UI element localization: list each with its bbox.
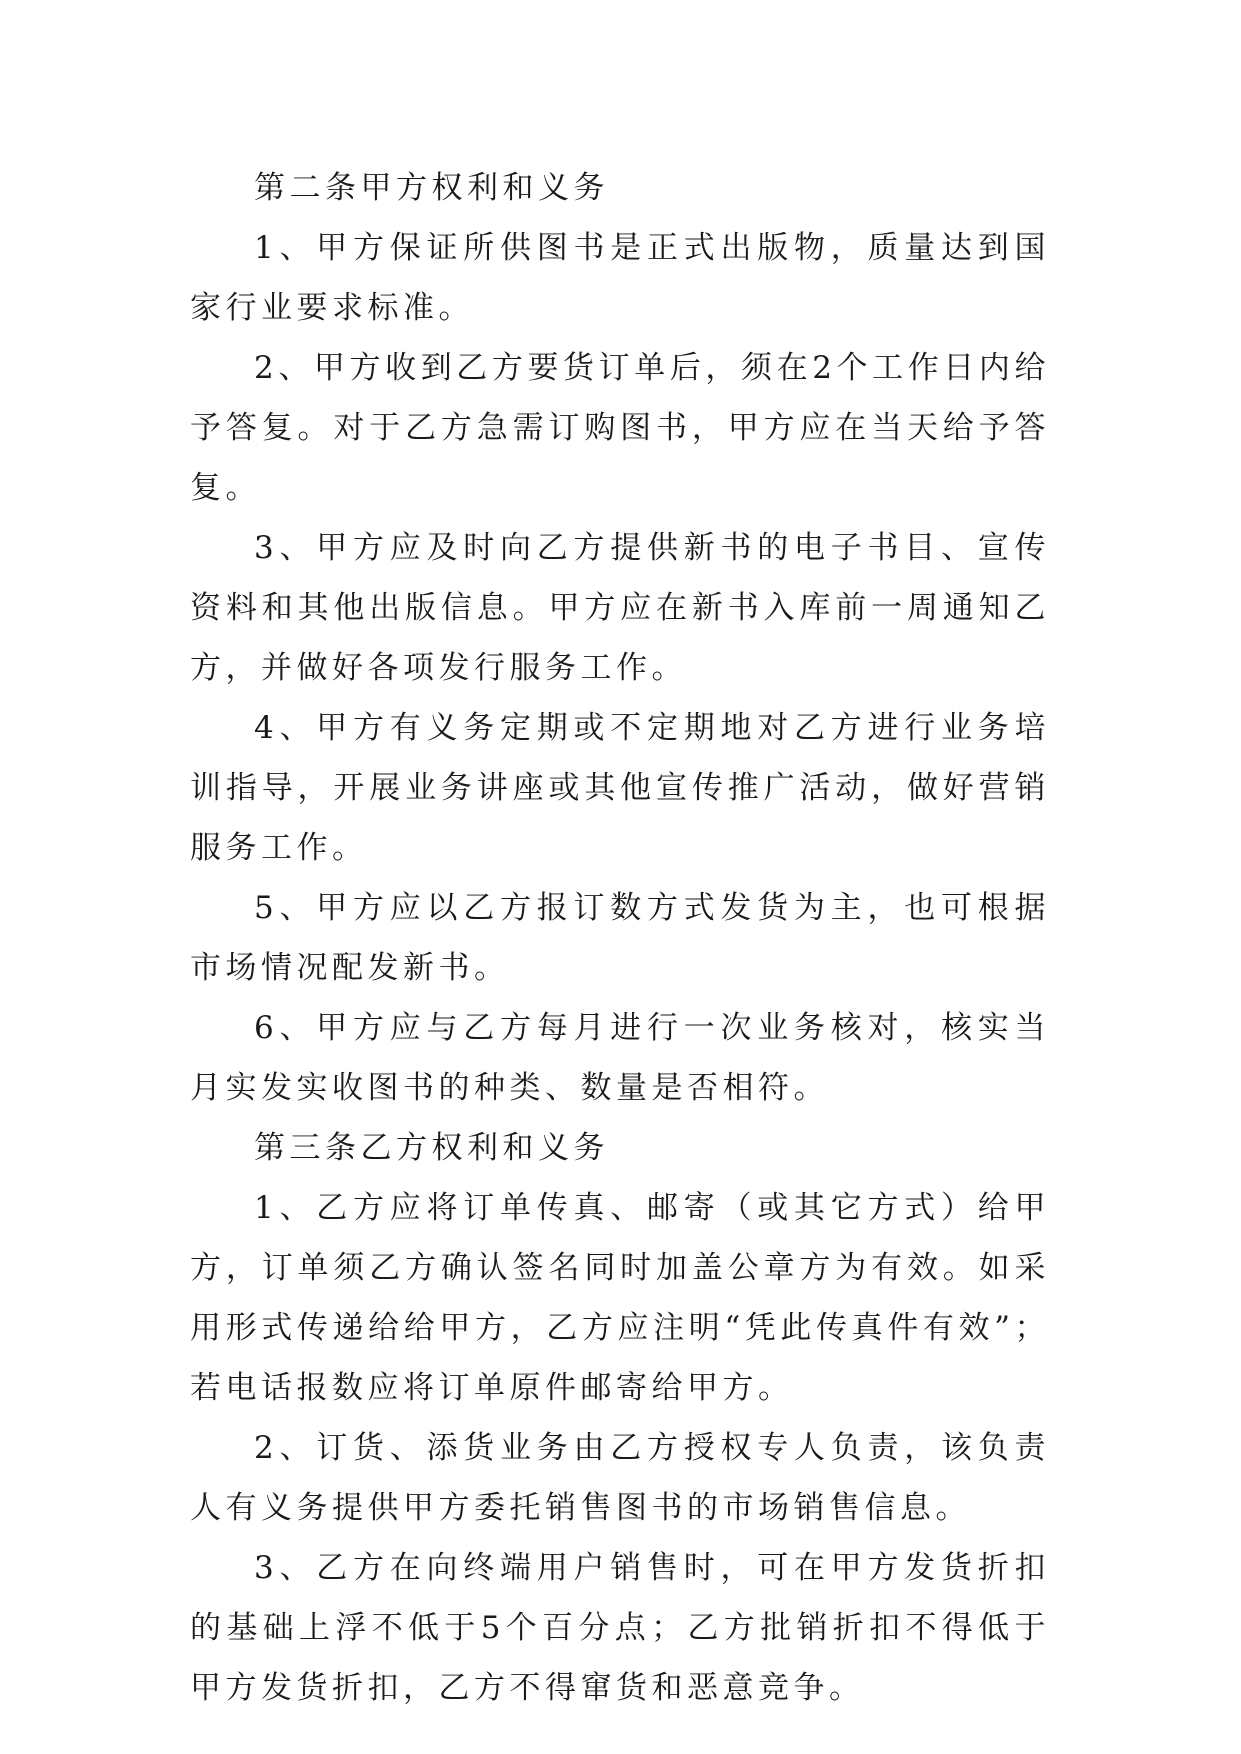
paragraph-a-2: 2、甲方收到乙方要货订单后，须在2个工作日内给予答复。对于乙方急需订购图书，甲方应在当天给予答复。 xyxy=(190,350,1050,506)
paragraph-b-2: 2、订货、添货业务由乙方授权专人负责，该负责人有义务提供甲方委托销售图书的市场销售信息。 xyxy=(190,1430,1050,1526)
paragraph-a-6: 6、甲方应与乙方每月进行一次业务核对，核实当月实发实收图书的种类、数量是否相符。 xyxy=(190,1010,1050,1106)
paragraph-a-1: 1、甲方保证所供图书是正式出版物，质量达到国家行业要求标准。 xyxy=(190,230,1050,326)
section-heading-party-b: 第三条乙方权利和义务 xyxy=(254,1130,609,1166)
paragraph-a-3: 3、甲方应及时向乙方提供新书的电子书目、宣传资料和其他出版信息。甲方应在新书入库前一周通知乙方，并做好各项发行服务工作。 xyxy=(190,530,1050,686)
paragraph-b-3: 3、乙方在向终端用户销售时，可在甲方发货折扣的基础上浮不低于5个百分点；乙方批销折扣不得低于甲方发货折扣，乙方不得窜货和恶意竞争。 xyxy=(190,1550,1050,1706)
paragraph-a-4: 4、甲方有义务定期或不定期地对乙方进行业务培训指导，开展业务讲座或其他宣传推广活动，做好营销服务工作。 xyxy=(190,710,1050,866)
section-heading-party-a: 第二条甲方权利和义务 xyxy=(254,170,609,206)
paragraph-a-5: 5、甲方应以乙方报订数方式发货为主，也可根据市场情况配发新书。 xyxy=(190,890,1050,986)
document-body xyxy=(190,158,1050,1718)
paragraph-b-1: 1、乙方应将订单传真、邮寄（或其它方式）给甲方，订单须乙方确认签名同时加盖公章方为有效。如采用形式传递给给甲方，乙方应注明“凭此传真件有效”；若电话报数应将订单原件邮寄给甲方。 xyxy=(190,1190,1050,1406)
